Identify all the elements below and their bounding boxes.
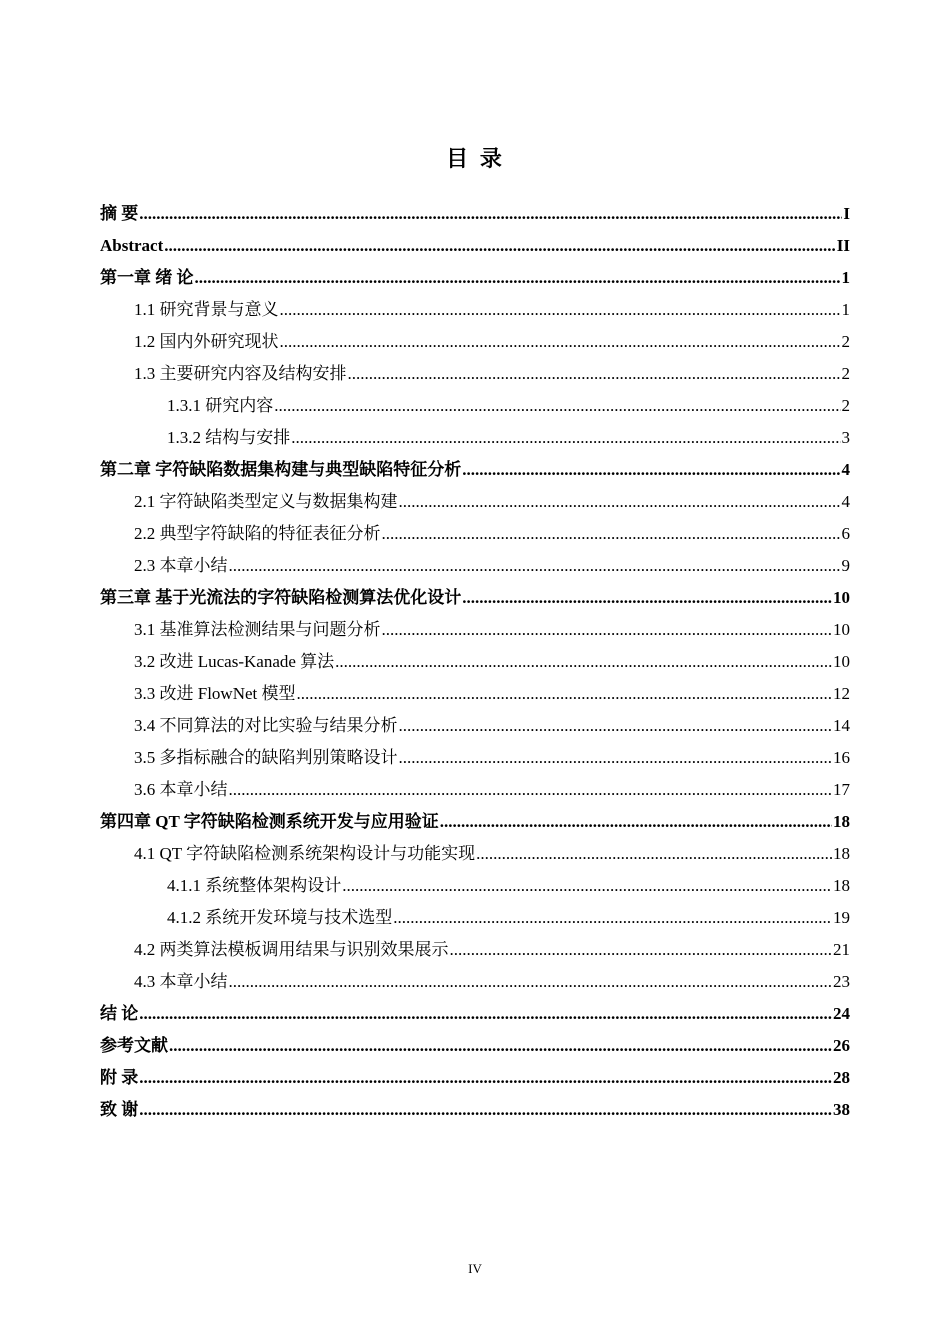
toc-entry-label: 1.2 国内外研究现状 (134, 332, 279, 351)
toc-entry-page: 16 (833, 748, 850, 767)
toc-entry-label: 3.1 基准算法检测结果与问题分析 (134, 620, 381, 639)
toc-entry-page: 23 (833, 972, 850, 991)
toc-entry-page: II (836, 236, 850, 255)
toc-dot-leader (399, 486, 841, 518)
toc-entry-page: 2 (841, 364, 850, 383)
toc-entry-label: 第三章 基于光流法的字符缺陷检测算法优化设计 (100, 588, 462, 607)
toc-entry-page: 18 (833, 844, 850, 863)
toc-entry-page: 2 (841, 396, 850, 415)
toc-dot-leader (139, 1062, 832, 1094)
toc-entry[interactable] (100, 806, 850, 838)
toc-dot-leader (342, 870, 832, 902)
toc-dot-leader (399, 742, 833, 774)
toc-entry-page: 12 (833, 684, 850, 703)
toc-entry-label: 3.4 不同算法的对比实验与结果分析 (134, 716, 398, 735)
toc-dot-leader (139, 998, 832, 1030)
toc-entry-label: 第四章 QT 字符缺陷检测系统开发与应用验证 (100, 812, 439, 831)
toc-entry[interactable] (100, 486, 850, 518)
toc-entry[interactable] (100, 902, 850, 934)
toc-entry[interactable] (100, 614, 850, 646)
toc-entry[interactable] (100, 518, 850, 550)
toc-entry[interactable] (100, 262, 850, 294)
toc-entry-label: 4.1.2 系统开发环境与技术选型 (167, 908, 393, 927)
toc-entry[interactable] (100, 326, 850, 358)
toc-entry-page: 14 (833, 716, 850, 735)
table-of-contents (100, 198, 850, 1126)
toc-entry-label: 致 谢 (100, 1100, 139, 1119)
toc-entry-page: 38 (833, 1100, 850, 1119)
toc-entry[interactable] (100, 390, 850, 422)
toc-entry[interactable] (100, 934, 850, 966)
toc-entry-page: 10 (833, 620, 850, 639)
toc-entry-page: 19 (833, 908, 850, 927)
toc-entry-label: Abstract (100, 236, 164, 255)
toc-entry-label: 3.6 本章小结 (134, 780, 228, 799)
toc-dot-leader (139, 198, 842, 230)
toc-dot-leader (274, 390, 840, 422)
toc-entry-label: 结 论 (100, 1004, 139, 1023)
toc-entry-page: I (843, 204, 850, 223)
toc-entry[interactable] (100, 998, 850, 1030)
toc-entry-label: 参考文献 (100, 1036, 168, 1055)
toc-entry-page: 1 (841, 300, 850, 319)
toc-entry-label: 2.2 典型字符缺陷的特征表征分析 (134, 524, 381, 543)
toc-dot-leader (440, 806, 832, 838)
toc-entry-label: 3.5 多指标融合的缺陷判别策略设计 (134, 748, 398, 767)
toc-dot-leader (348, 358, 841, 390)
toc-dot-leader (462, 582, 832, 614)
page-title: 目 录 (446, 147, 504, 172)
toc-entry[interactable] (100, 838, 850, 870)
toc-dot-leader (476, 838, 832, 870)
toc-entry[interactable] (100, 966, 850, 998)
toc-entry[interactable] (100, 550, 850, 582)
toc-dot-leader (229, 550, 841, 582)
toc-entry[interactable] (100, 1094, 850, 1126)
toc-entry[interactable] (100, 774, 850, 806)
toc-dot-leader (297, 678, 833, 710)
toc-entry-label: 1.1 研究背景与意义 (134, 300, 279, 319)
toc-entry-label: 1.3.2 结构与安排 (167, 428, 291, 447)
toc-entry-page: 17 (833, 780, 850, 799)
toc-entry-label: 1.3.1 研究内容 (167, 396, 274, 415)
toc-dot-leader (280, 326, 841, 358)
toc-entry-page: 21 (833, 940, 850, 959)
toc-entry-page: 18 (833, 812, 850, 831)
toc-dot-leader (280, 294, 841, 326)
toc-entry[interactable] (100, 230, 850, 262)
toc-entry-label: 摘 要 (100, 204, 139, 223)
toc-entry[interactable] (100, 678, 850, 710)
toc-dot-leader (399, 710, 833, 742)
toc-entry-page: 4 (841, 492, 850, 511)
toc-entry-label: 4.1.1 系统整体架构设计 (167, 876, 342, 895)
toc-entry-label: 4.1 QT 字符缺陷检测系统架构设计与功能实现 (134, 844, 476, 863)
toc-entry-label: 3.3 改进 FlowNet 模型 (134, 684, 296, 703)
toc-entry[interactable] (100, 358, 850, 390)
toc-dot-leader (164, 230, 836, 262)
toc-entry-page: 24 (833, 1004, 850, 1023)
toc-entry[interactable] (100, 742, 850, 774)
toc-dot-leader (229, 966, 833, 998)
toc-entry-page: 2 (841, 332, 850, 351)
toc-entry-page: 1 (841, 268, 850, 287)
toc-entry-page: 6 (841, 524, 850, 543)
toc-entry[interactable] (100, 198, 850, 230)
toc-entry-page: 18 (833, 876, 850, 895)
toc-entry[interactable] (100, 582, 850, 614)
toc-dot-leader (382, 614, 833, 646)
toc-entry-label: 2.3 本章小结 (134, 556, 228, 575)
toc-dot-leader (393, 902, 832, 934)
toc-dot-leader (229, 774, 833, 806)
toc-dot-leader (450, 934, 833, 966)
toc-entry[interactable] (100, 454, 850, 486)
toc-dot-leader (382, 518, 841, 550)
toc-entry-label: 附 录 (100, 1068, 139, 1087)
toc-entry-page: 9 (841, 556, 850, 575)
toc-dot-leader (139, 1094, 832, 1126)
toc-entry-label: 2.1 字符缺陷类型定义与数据集构建 (134, 492, 398, 511)
toc-dot-leader (169, 1030, 832, 1062)
toc-entry-page: 28 (833, 1068, 850, 1087)
toc-entry[interactable] (100, 870, 850, 902)
toc-entry[interactable] (100, 1030, 850, 1062)
toc-entry-page: 10 (833, 588, 850, 607)
toc-entry-label: 1.3 主要研究内容及结构安排 (134, 364, 347, 383)
toc-entry-page: 4 (841, 460, 850, 479)
toc-entry-page: 3 (841, 428, 850, 447)
toc-dot-leader (335, 646, 832, 678)
toc-entry[interactable] (100, 422, 850, 454)
toc-dot-leader (195, 262, 841, 294)
toc-entry[interactable] (100, 710, 850, 742)
toc-entry-page: 26 (833, 1036, 850, 1055)
toc-entry-page: 10 (833, 652, 850, 671)
toc-dot-leader (462, 454, 840, 486)
toc-entry-label: 4.3 本章小结 (134, 972, 228, 991)
page-number: IV (468, 1261, 482, 1276)
toc-entry-label: 第一章 绪 论 (100, 268, 194, 287)
toc-entry-label: 第二章 字符缺陷数据集构建与典型缺陷特征分析 (100, 460, 462, 479)
toc-dot-leader (291, 422, 840, 454)
toc-entry[interactable] (100, 294, 850, 326)
toc-entry-label: 3.2 改进 Lucas-Kanade 算法 (134, 652, 335, 671)
toc-entry[interactable] (100, 646, 850, 678)
toc-entry-label: 4.2 两类算法模板调用结果与识别效果展示 (134, 940, 449, 959)
toc-entry[interactable] (100, 1062, 850, 1094)
